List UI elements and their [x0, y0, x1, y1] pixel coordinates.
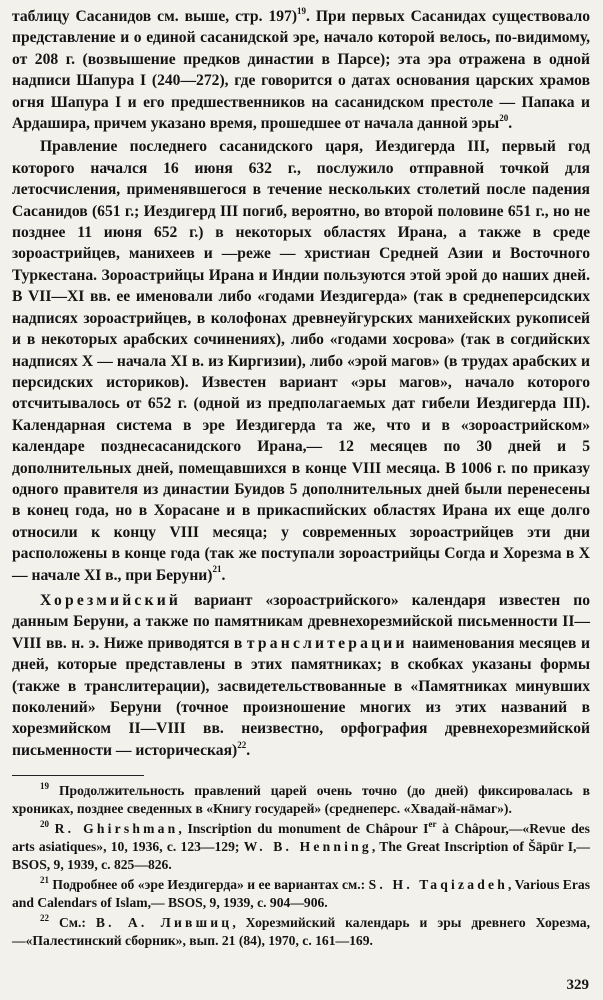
- footnote-text: , The Great Inscription of Šāpūr I,— BSOS, 9, 1939, c. 825—826.: [12, 839, 591, 873]
- page-number: 329: [566, 977, 589, 993]
- footnote-text: , Inscription du monument de Châpour I: [178, 821, 429, 837]
- paragraph-text: .: [508, 115, 513, 133]
- footnote-author: S. H. Taqizadeh: [368, 877, 509, 893]
- footnote-text: Продолжительность правлений царей очень точно (до дней) фиксировалась в хрониках, позднее сведенных в «Книгу государей» (среднеперс. «Хвадай-нāмаг»).: [12, 783, 590, 817]
- footnote-author: R. Ghirshman: [54, 821, 179, 837]
- page-body: [12, 6, 590, 950]
- footnote-ref-22[interactable]: 22: [237, 739, 247, 750]
- footnote-number: 22: [40, 912, 49, 923]
- paragraph-text: вариант «зороастрийского» календаря известен по данным Беруни, а также по памятникам древнехорезмийской письменности II—VIII вв. н. э. Ниже приводятся в: [12, 591, 590, 652]
- footnote-ref-20[interactable]: 20: [499, 112, 509, 123]
- footnote-22: [12, 914, 590, 950]
- footnote-author: W. B. Henning: [243, 839, 372, 855]
- footnote-21: [12, 876, 590, 912]
- footnote-text: , Various Eras and Calendars of Islam,— BSOS, 9, 1939, c. 904—906.: [12, 877, 590, 911]
- paragraph-text: .: [246, 741, 251, 759]
- footnote-text: См.:: [58, 915, 96, 931]
- footnote-text: à Châpour,—«Revue des arts asiatiques», 10, 1936, c. 123—129;: [12, 821, 590, 855]
- spaced-term: Хорезмийский: [40, 591, 182, 609]
- paragraph-text: . При первых Сасанидах существовало представление и о единой сасанидской эре, начало которой велось, по-видимому, от 208 г. (возвышение предков династии в Парсе); эта эра отражена в одной надписи Шапура I (240—272), где говорится о датах основания царских храмов огня Шапура I и его предшественников на сасанидском престоле — Папака и Ардашира, причем указано время, прошедшее от начала данной эры: [12, 8, 590, 133]
- footnote-number: 19: [40, 780, 49, 791]
- spaced-term: транслитерации: [246, 634, 408, 652]
- paragraph-text: Правление последнего сасанидского царя, Иездигерда III, первый год которого начался 16 июня 632 г., послужило отправной точкой для летосчисления, применявшегося в течение нескольких столетий после падения Сасанидов (651 г.; Иездигерд III погиб, вероятно, во второй половине 651 г., но не позднее 11 июня 652 г.) в некоторых областях Ирана, а также в среде зороастрийцев, манихеев и —реже — христиан Средней Азии и Восточного Туркестана. Зороастрийцы Ирана и Индии пользуются этой эрой до наших дней. В VII—XI вв. ее именовали либо «годами Иездигерда» (так в среднеперсидских надписях зороастрийцев, в колофонах древнеуйгурских манихейских рукописей и в некоторых арабских сочинениях), либо «годами хосрова» (так в согдийских надписях X — начала XI в. из Киргизии), либо «эрой магов» (в трудах арабских и персидских историков). Известен вариант «эры магов», начало которого отсчитывалось от 652 г. (одной из предполагаемых дат гибели Иездигерда III). Календарная система в эре Иездигерда та же, что и в «зороастрийском» календаре позднесасанидского Ирана,— 12 месяцев по 30 дней и 5 дополнительных дней, помещавшихся в конце VIII месяца. В 1006 г. по приказу одного правителя из династии Буидов 5 дополнительных дней были перенесены в конец года, но в Хорасане и в прикаспийских областях Ирана их еще долго относили к концу VIII месяца; у современных зороастрийцев эти дни расположены в конце года (так же поступали зороастрийцы Согда и Хорезма в X — начале XI в., при Беруни): [12, 138, 590, 584]
- paragraph-sasanid-era: [12, 6, 590, 134]
- footnote-text: Подробнее об «эре Иездигерда» и ее вариантах см.:: [52, 877, 369, 893]
- footnote-19: [12, 782, 590, 818]
- paragraph-khwarezmian-variant: [12, 590, 590, 761]
- paragraph-text: наименования месяцев и дней, которые представлены в этих памятниках; в скобках указаны формы (также в транслитерации), засвидетельствованные в «Памятниках минувших поколений» Беруни (точное произношение многих из этих названий в хорезмийском II—VIII вв. неизвестно, орфография древнехорезмийской письменности — историческая): [12, 634, 590, 759]
- footnote-author: В. А. Лившиц: [95, 915, 233, 931]
- footnote-divider: [12, 775, 144, 776]
- footnote-ref-19[interactable]: 19: [297, 5, 307, 16]
- paragraph-yazdegerd-era: [12, 136, 590, 586]
- paragraph-text: .: [221, 566, 226, 584]
- paragraph-text: таблицу Сасанидов см. выше, стр. 197): [12, 8, 298, 25]
- footnote-ref-21[interactable]: 21: [212, 564, 222, 575]
- footnote-text: , Хорезмийский календарь и эры древнего Хорезма,—«Палестинский сборник», вып. 21 (84), 1970, с. 161—169.: [12, 915, 590, 949]
- footnote-superscript: er: [428, 818, 437, 829]
- footnote-20: [12, 820, 590, 874]
- footnote-number: 21: [40, 874, 49, 885]
- footnote-number: 20: [40, 818, 49, 829]
